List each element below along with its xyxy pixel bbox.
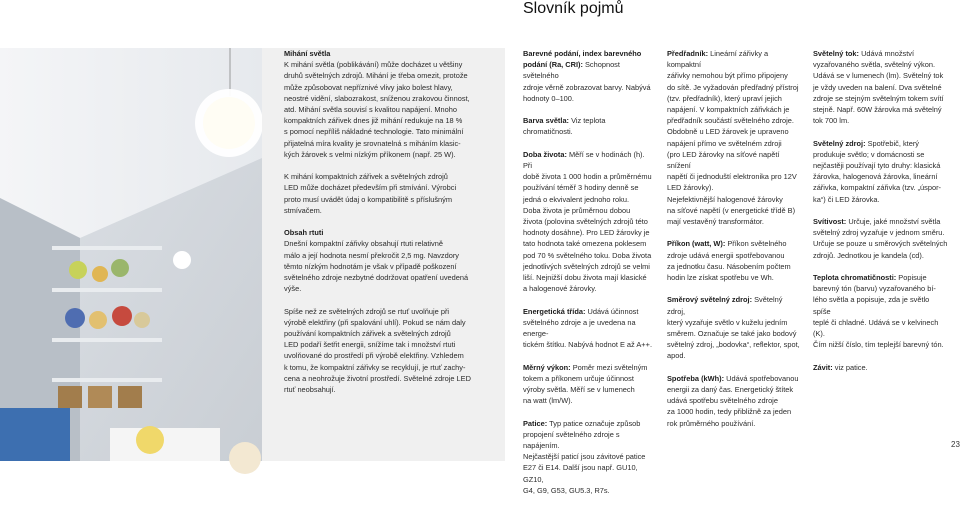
term-directional-source: Směrový světelný zdroj:	[667, 295, 753, 305]
term-color-rendering: Barevné podání, index barevného podání (Ra, CRI):	[523, 49, 642, 70]
def-lifetime: Měří se v hodinách (h). Při době života 1 000 hodin a průměrnému používání téměř 3 hodiny denně se jedná o ekvivalent jednoho roku. Doba života je průměrnou dobou života (polovina světelných zdrojů této hodnoty dosáhne). Pro LED žárovky je tato hodnota také omezena poklesem pod 70 % světelného toku. Doba života jednotlivých světelných zdrojů se velmi liší. Nejnižší dobu života mají klasické a halogenové žárovky.	[523, 149, 652, 294]
term-luminous-flux: Světelný tok:	[813, 49, 860, 58]
term-consumption: Spotřeba (kWh):	[667, 373, 725, 383]
term-thread: Závit:	[813, 362, 833, 372]
term-luminous-intensity: Svítivost:	[813, 217, 847, 227]
def-energy-class: Udává účinnost světelného zdroje a je uvedena na energe- tickém štítku. Nabývá hodnot E až A++.	[523, 306, 652, 350]
column-1	[284, 48, 484, 406]
page-number: 23	[951, 440, 960, 449]
column-2	[523, 48, 653, 507]
def-power-input: Příkon světelného zdroje udává energii spotřebovanou za jednotku času. Násobením počtem hodin lze získat spotřebu ve Wh.	[667, 239, 791, 283]
flicker-heading: Mihání světla	[284, 49, 331, 58]
term-ballast: Předřadník:	[667, 49, 709, 58]
page-title: Slovník pojmů	[523, 0, 624, 17]
def-luminous-intensity: Určuje, jaké množství světla světelný zdroj vyzařuje v jednom směru. Určuje se pouze u směrových světelných zdrojů. Jednotkou je kandela (cd).	[813, 217, 948, 260]
children-room-photo	[0, 48, 262, 461]
mercury-text-2: Spíše než ze světelných zdrojů se rtuť uvolňuje při výrobě elektřiny (při spalování uhlí). Pokud se nám daly používání kompaktních zářivek a světelných zdrojů LED podaří šetřit energii, snížíme tak i množství rtuti uvolňované do prostředí při výrobě elektřiny. Vzhledem k tomu, že kompaktní zářivky se recyklují, je rtuť zachy- cena a neohrožuje životní prostředí. Světelné zdroje LED rtuť neobsahují.	[284, 306, 471, 395]
def-luminous-flux: Udává množství vyzařovaného světla, světelný výkon. Udává se v lumenech (lm). Světelný tok je vždy uveden na balení. Dva světelné zdroje se stejným světelným tokem svítí stejně. Např. 60W žárovka má světelný tok 700 lm.	[813, 49, 944, 126]
def-ballast: Lineární zářivky a kompaktní zářivky nemohou být přímo připojeny do sítě. Je vyžadován předřadný přístroj (tzv. předřadník), který upraví jejich napájení. V kompaktních zářivkách je předřadník součástí světelného zdroje. Obdobně u LED žárovek je upraveno napájení přímo ve světelném zdroji (pro LED žárovky na síťové napětí snížení napětí či jednoduští elektronika pro 12V LED žárovky). Nejefektivnější halogenové žárovky na síťové napětí (v energetické třídě B) mají vestavěný transformátor.	[667, 49, 799, 227]
photo-illustration	[0, 48, 262, 461]
def-directional-source: Světelný zdroj, který vyzařuje světlo v kuželu jedním směrem. Označuje se také jako bodový světelný zdroj, „bodovka“, reflektor, spot, apod.	[667, 295, 800, 361]
def-color-temperature: Popisuje barevný tón (barvu) vyzařovaného bí- lého světla a popisuje, zda je světlo spíše teplé či chladné. Udává se v kelvinech (K). Čím nižší číslo, tím teplejší barevný tón.	[813, 273, 944, 350]
term-light-source: Světelný zdroj:	[813, 138, 866, 148]
def-thread: viz patice.	[832, 362, 868, 372]
def-color-rendering: Schopnost světelného zdroje věrně zobrazovat barvy. Nabývá hodnoty 0–100.	[523, 60, 651, 103]
column-4	[813, 48, 948, 384]
term-energy-class: Energetická třída:	[523, 306, 586, 316]
term-color-temperature: Teplota chromatičnosti:	[813, 273, 897, 283]
flicker-text-2: K mihání kompaktních zářivek a světelných zdrojů LED může docházet především při stmívání. Výrobci proto musí uvádět údaj o kompatibilitě s příslušným stmívačem.	[284, 172, 457, 215]
term-lifetime: Doba života:	[523, 149, 567, 159]
def-socket: Typ patice označuje způsob propojení světelného zdroje s napájením. Nejčastější paticí jsou závitové patice E27 či E14. Další jsou např. GU10, GZ10, G4, G9, G53, GU5.3, R7s.	[523, 418, 646, 495]
term-efficacy: Měrný výkon:	[523, 362, 571, 372]
term-power-input: Příkon (watt, W):	[667, 239, 726, 249]
def-light-source: Spotřebič, který produkuje světlo; v domácnosti se nejčastěji používají tyto druhy: klasická žárovka, halogenová žárovka, lineární zářivka, kompaktní zářivka (tzv. „úspor- ka“) či LED žárovka.	[813, 138, 942, 204]
mercury-text: Dnešní kompaktní zářivky obsahují rtuti relativně málo a její hodnota nesmí překročit 2,5 mg. Navzdory těmto nízkým hodnotám je však v případě poškození světelného zdroje nezbytné dodržovat opatření uvedená výše.	[284, 239, 469, 294]
mercury-heading: Obsah rtuti	[284, 228, 324, 238]
term-light-color: Barva světla:	[523, 116, 570, 126]
term-socket: Patice:	[523, 418, 548, 428]
def-light-color: Viz teplota chromatičnosti.	[523, 116, 606, 137]
column-3	[667, 48, 802, 440]
def-efficacy: Poměr mezi světelným tokem a příkonem určuje účinnost výroby světla. Měří se v lumenech na watt (lm/W).	[523, 362, 648, 406]
def-consumption: Udává spotřebovanou energii za daný čas. Energetický štítek udává spotřebu světelného zdroje za 1000 hodin, tedy přibližně za jeden rok průměrného používání.	[667, 373, 799, 428]
flicker-text: K mihání světla (poblikávání) může docházet u většiny druhů světelných zdrojů. Mihání je třeba omezit, protože může způsobovat nepříznivé vlivy jako bolest hlavy, neostré vidění, slabozrakost, sníženou zrakovou činnost, atd. Mihání světla souvisí s kvalitou napájení. Mnoho kompaktních zářivek dnes již mihání redukuje na 18 % s pomocí nepříliš nákladné technologie. Tato minimální přijatelná míra kvality je srovnatelná s miháním klasic- kých žárovek s velmi nízkým příkonem (např. 25 W).	[284, 60, 470, 159]
